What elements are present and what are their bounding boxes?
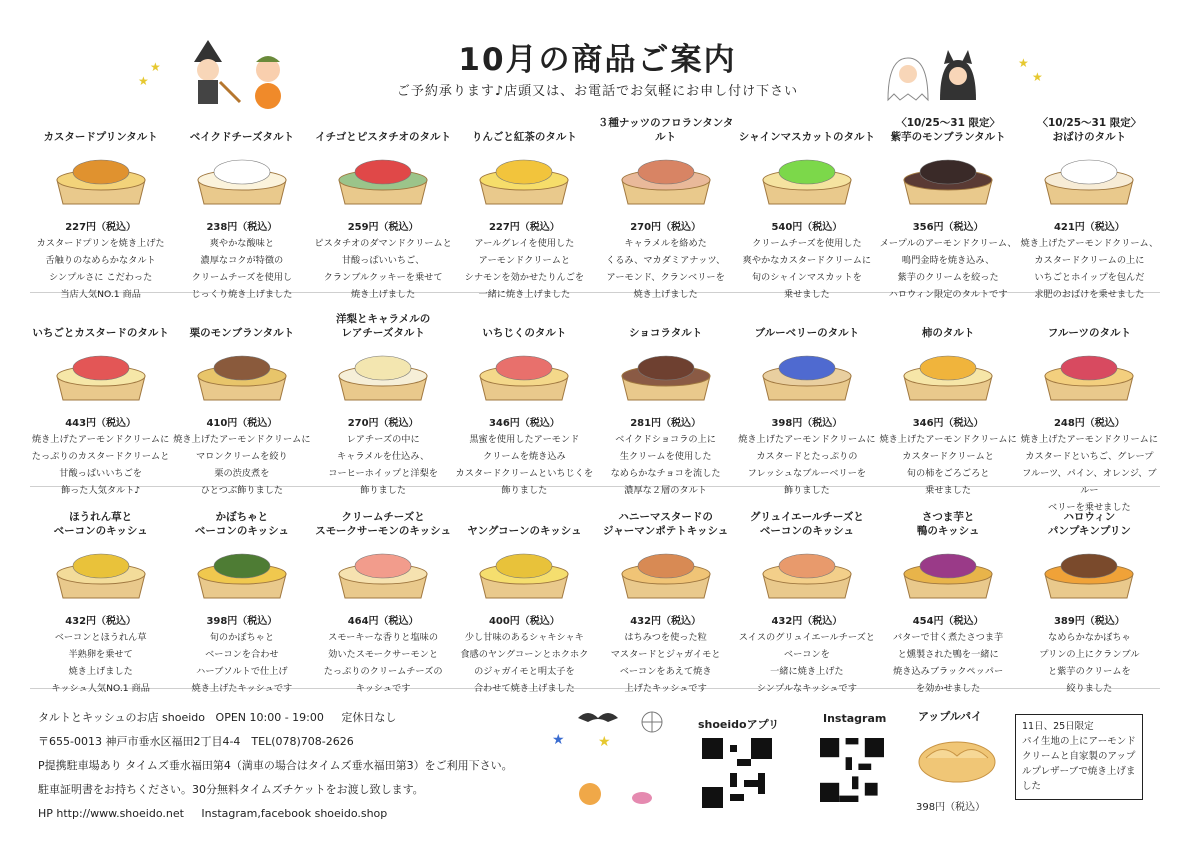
- product-price: 398円（税込）: [771, 418, 843, 429]
- tart-illustration: [331, 544, 435, 604]
- product-price: 270円（税込）: [347, 418, 419, 429]
- product-name: シャインマスカットのタルト: [738, 131, 875, 143]
- product-image: [171, 144, 312, 216]
- product-image: [595, 144, 736, 216]
- tart-illustration: [896, 346, 1000, 406]
- product-card: [313, 108, 454, 300]
- tart-illustration: [472, 150, 576, 210]
- page-subtitle: ご予約承ります♪店頭又は、お電話でお気軽にお申し付け下さい: [396, 84, 799, 99]
- product-image: [454, 340, 595, 412]
- product-card: [313, 304, 454, 494]
- candy-icon: [632, 792, 652, 804]
- product-image: [736, 144, 877, 216]
- homepage-link[interactable]: HP http://www.shoeido.net: [38, 807, 184, 820]
- product-image: [454, 538, 595, 610]
- product-image: [1019, 538, 1160, 610]
- page-title: 10月の商品ご案内: [458, 42, 737, 78]
- product-card: [595, 108, 736, 300]
- product-image: [1019, 144, 1160, 216]
- product-description: 爽やかな酸味と 濃厚なコクが特徴の クリームチーズを使用し じっくり焼き上げました: [191, 238, 293, 300]
- product-description: レアチーズの中に キャラメルを仕込み、 コーヒーホイップと洋梨を 飾りました: [328, 434, 438, 496]
- product-row: [30, 108, 1160, 300]
- tart-illustration: [1037, 346, 1141, 406]
- product-name: ほうれん草と ベーコンのキッシュ: [53, 511, 148, 537]
- product-image: [30, 538, 171, 610]
- product-price: 248円（税込）: [1053, 418, 1125, 429]
- star-icon: ★: [598, 734, 611, 750]
- product-price: 259円（税込）: [347, 222, 419, 233]
- product-image: [1019, 340, 1160, 412]
- tart-illustration: [190, 150, 294, 210]
- product-name: イチゴとピスタチオのタルト: [315, 131, 452, 143]
- product-price: 346円（税込）: [912, 418, 984, 429]
- product-image: [736, 538, 877, 610]
- product-price: 540円（税込）: [771, 222, 843, 233]
- product-description: スイスのグリュイエールチーズと ベーコンを 一緒に焼き上げた シンプルなキッシュです: [738, 632, 875, 694]
- product-image: [878, 340, 1019, 412]
- product-name: 〈10/25～31 限定〉 おばけのタルト: [1037, 117, 1142, 143]
- open-hours: OPEN 10:00 - 19:00: [215, 711, 324, 724]
- applepie-note: [1015, 714, 1143, 800]
- product-name: 洋梨とキャラメルの レアチーズタルト: [336, 313, 431, 339]
- product-name: ハニーマスタードの ジャーマンポテトキッシュ: [602, 511, 729, 537]
- product-card: [313, 502, 454, 692]
- product-description: 焼き上げたアーモンドクリームに カスタードといちご、グレープ フルーツ、パイン、オレンジ、ブルー ベリーを乗せました: [1020, 434, 1159, 513]
- product-price: 389円（税込）: [1053, 616, 1125, 627]
- sns-links[interactable]: Instagram,facebook shoeido.shop: [201, 807, 388, 820]
- product-name: クリームチーズと スモークサーモンのキッシュ: [315, 511, 451, 537]
- tart-illustration: [755, 544, 859, 604]
- product-price: 421円（税込）: [1053, 222, 1125, 233]
- product-description: クリームチーズを使用した 爽やかなカスタードクリームに 旬のシャインマスカットを 乗せました: [742, 238, 872, 300]
- product-card: [1019, 502, 1160, 692]
- product-card: [595, 304, 736, 494]
- product-price: 432円（税込）: [65, 616, 137, 627]
- footer-decorations: [550, 708, 690, 808]
- product-name: ショコラタルト: [629, 327, 703, 339]
- product-price: 281円（税込）: [630, 418, 702, 429]
- product-price: 238円（税込）: [206, 222, 278, 233]
- product-description: 焼き上げたアーモンドクリームに カスタードクリームと 旬の柿をごろごろと 乗せました: [879, 434, 1017, 496]
- product-image: [313, 340, 454, 412]
- product-card: [171, 502, 312, 692]
- tart-illustration: [755, 150, 859, 210]
- product-name: フルーツのタルト: [1047, 327, 1131, 339]
- address: 〒655-0013 神戸市垂水区福田2丁目4-4 TEL(078)708-2626: [38, 735, 354, 748]
- product-description: なめらかなかぼちゃ プリンの上にクランブル と紫芋のクリームを 絞りました: [1039, 632, 1140, 694]
- product-description: メープルのアーモンドクリーム、 鳴門金時を焼き込み、 紫芋のクリームを絞った ハロウィン限定のタルトです: [879, 238, 1017, 300]
- product-description: カスタードプリンを焼き上げた 舌触りのなめらかなタルト シンプルさに こだわった 当店人気NO.1 商品: [36, 238, 165, 300]
- product-image: [736, 340, 877, 412]
- tart-illustration: [1037, 544, 1141, 604]
- tart-illustration: [190, 346, 294, 406]
- bat-icon: [578, 713, 618, 722]
- product-image: [171, 538, 312, 610]
- product-description: 黒蜜を使用したアーモンド クリームを焼き込み カスタードクリームといちじくを 飾りました: [455, 434, 594, 496]
- product-price: 356円（税込）: [912, 222, 984, 233]
- product-description: 焼き上げたアーモンドクリームに たっぷりのカスタードクリームと 甘酸っぱいいちごを 飾った人気タルト♪: [31, 434, 170, 496]
- applepie-name: アップルパイ: [918, 710, 983, 723]
- product-card: [171, 108, 312, 300]
- product-description: 少し甘味のあるシャキシャキ 食感のヤングコーンとホクホク のジャガイモと明太子を 合わせて焼き上げました: [460, 632, 589, 694]
- tart-illustration: [472, 346, 576, 406]
- product-description: アールグレイを使用した アーモンドクリームと シナモンを効かせたりんごを 一緒に焼き上げました: [464, 238, 585, 300]
- product-name: 栗のモンブランタルト: [189, 327, 295, 339]
- product-name: いちごとカスタードのタルト: [32, 327, 169, 339]
- product-price: 432円（税込）: [771, 616, 843, 627]
- product-name: 〈10/25～31 限定〉 紫芋のモンブランタルト: [890, 117, 1006, 143]
- product-name: ハロウィン パンプキンプリン: [1047, 511, 1131, 537]
- product-price: 432円（税込）: [630, 616, 702, 627]
- product-price: 410円（税込）: [206, 418, 278, 429]
- shop-hours-line: [38, 706, 513, 730]
- product-price: 270円（税込）: [630, 222, 702, 233]
- product-name: ベイクドチーズタルト: [189, 131, 294, 143]
- product-description: スモーキーな香りと塩味の 効いたスモークサーモンと たっぷりのクリームチーズの キッシュです: [323, 632, 443, 694]
- star-icon: ★: [1018, 56, 1029, 70]
- tart-illustration: [49, 150, 153, 210]
- product-card: [30, 502, 171, 692]
- product-name: かぼちゃと ベーコンのキッシュ: [194, 511, 289, 537]
- product-card: [1019, 108, 1160, 300]
- product-image: [878, 144, 1019, 216]
- product-card: [454, 502, 595, 692]
- web-links-line: [38, 802, 513, 826]
- tart-illustration: [49, 346, 153, 406]
- tart-illustration: [331, 150, 435, 210]
- star-icon: ★: [552, 732, 565, 748]
- product-description: 旬のかぼちゃと ベーコンを合わせ ハーブソルトで仕上げ 焼き上げたキッシュです: [191, 632, 293, 694]
- product-card: [736, 304, 877, 494]
- star-icon: ★: [138, 74, 149, 88]
- product-image: [313, 538, 454, 610]
- product-description: ベーコンとほうれん草 半熟卵を乗せて 焼き上げました キッシュ人気NO.1 商品: [51, 632, 150, 694]
- tart-illustration: [614, 346, 718, 406]
- product-description: キャラメルを絡めた くるみ、マカダミアナッツ、 アーモンド、クランベリーを 焼き上げました: [606, 238, 726, 300]
- star-icon: ★: [1032, 70, 1043, 84]
- product-image: [454, 144, 595, 216]
- parking-info: P提携駐車場あり タイムズ垂水福田第4（満車の場合はタイムズ垂水福田第3）をご利用下さい。: [38, 759, 513, 772]
- tart-illustration: [614, 544, 718, 604]
- product-card: [878, 304, 1019, 494]
- product-card: [878, 502, 1019, 692]
- product-price: 227円（税込）: [65, 222, 137, 233]
- product-name: りんごと紅茶のタルト: [471, 131, 577, 143]
- tart-illustration: [190, 544, 294, 604]
- product-card: [878, 108, 1019, 300]
- product-name: カスタードプリンタルト: [43, 131, 158, 143]
- product-row: [30, 502, 1160, 692]
- product-price: 346円（税込）: [488, 418, 560, 429]
- parking-ticket-info: 駐車証明書をお持ちください。30分無料タイムズチケットをお渡し致します。: [38, 783, 424, 796]
- product-price: 454円（税込）: [912, 616, 984, 627]
- star-icon: ★: [150, 60, 161, 74]
- tart-illustration: [49, 544, 153, 604]
- product-description: 焼き上げたアーモンドクリーム、 カスタードクリームの上に いちごとホイップを包んだ 求肥のおばけを乗せました: [1020, 238, 1159, 300]
- product-card: [171, 304, 312, 494]
- product-image: [30, 340, 171, 412]
- product-grid: [30, 108, 1160, 692]
- instagram-qr-label: Instagram: [823, 712, 887, 725]
- product-description: 焼き上げたアーモンドクリームに マロンクリームを絞り 栗の渋皮煮を ひとつぶ飾りました: [173, 434, 311, 496]
- product-image: [30, 144, 171, 216]
- product-image: [878, 538, 1019, 610]
- pumpkin-icon: [579, 783, 601, 805]
- product-name: ヤングコーンのキッシュ: [467, 525, 582, 537]
- product-row: [30, 304, 1160, 513]
- product-name: ３種ナッツのフロランタンタルト: [597, 117, 734, 143]
- product-price: 400円（税込）: [488, 616, 560, 627]
- tart-illustration: [1037, 150, 1141, 210]
- applepie-price: 398円（税込）: [916, 802, 986, 813]
- product-card: [1019, 304, 1160, 513]
- shop-name: タルトとキッシュのお店 shoeido: [38, 711, 206, 724]
- product-name: グリュイエールチーズと ベーコンのキッシュ: [749, 511, 864, 537]
- product-description: 焼き上げたアーモンドクリームに カスタードとたっぷりの フレッシュなブルーベリーを 飾りました: [738, 434, 876, 496]
- product-price: 398円（税込）: [206, 616, 278, 627]
- product-image: [171, 340, 312, 412]
- instagram-qr-code[interactable]: [820, 738, 884, 802]
- product-description: ピスタチオのダマンドクリームと 甘酸っぱいいちご、 クランブルクッキーを乗せて 焼き上げました: [314, 238, 452, 300]
- product-card: [736, 108, 877, 300]
- product-image: [313, 144, 454, 216]
- applepie-illustration: [912, 728, 1002, 788]
- tart-illustration: [472, 544, 576, 604]
- app-qr-label: shoeidoアプリ: [698, 718, 780, 731]
- tart-illustration: [331, 346, 435, 406]
- tart-illustration: [896, 150, 1000, 210]
- app-qr-code[interactable]: [702, 738, 772, 808]
- product-name: 柿のタルト: [921, 327, 975, 339]
- product-card: [595, 502, 736, 692]
- product-description: ベイクドショコラの上に 生クリームを使用した なめらかなチョコを流した 濃厚な２層のタルト: [610, 434, 721, 496]
- product-price: 464円（税込）: [347, 616, 419, 627]
- product-image: [595, 538, 736, 610]
- product-image: [595, 340, 736, 412]
- product-name: ブルーベリーのタルト: [754, 327, 860, 339]
- product-name: いちじくのタルト: [482, 327, 567, 339]
- holiday-info: 定休日なし: [341, 711, 397, 724]
- shop-info: [38, 706, 513, 826]
- product-price: 443円（税込）: [65, 418, 137, 429]
- applepie-note-text: 11日、25日限定 パイ生地の上にアーモンドクリームと自家製のアップルプレザーブで焼き上げました: [1022, 721, 1136, 792]
- product-name: さつま芋と 鴨のキッシュ: [916, 511, 980, 537]
- product-card: [30, 108, 171, 300]
- product-description: バターで甘く煮たさつま芋 と燻製された鴨を一緒に 焼き込みブラックペッパー を効かせました: [893, 632, 1004, 694]
- product-card: [454, 108, 595, 300]
- product-card: [454, 304, 595, 494]
- product-card: [736, 502, 877, 692]
- tart-illustration: [896, 544, 1000, 604]
- tart-illustration: [755, 346, 859, 406]
- product-card: [30, 304, 171, 494]
- tart-illustration: [614, 150, 718, 210]
- product-description: はちみつを使った粒 マスタードとジャガイモと ベーコンをあえて焼き 上げたキッシュです: [610, 632, 721, 694]
- product-price: 227円（税込）: [488, 222, 560, 233]
